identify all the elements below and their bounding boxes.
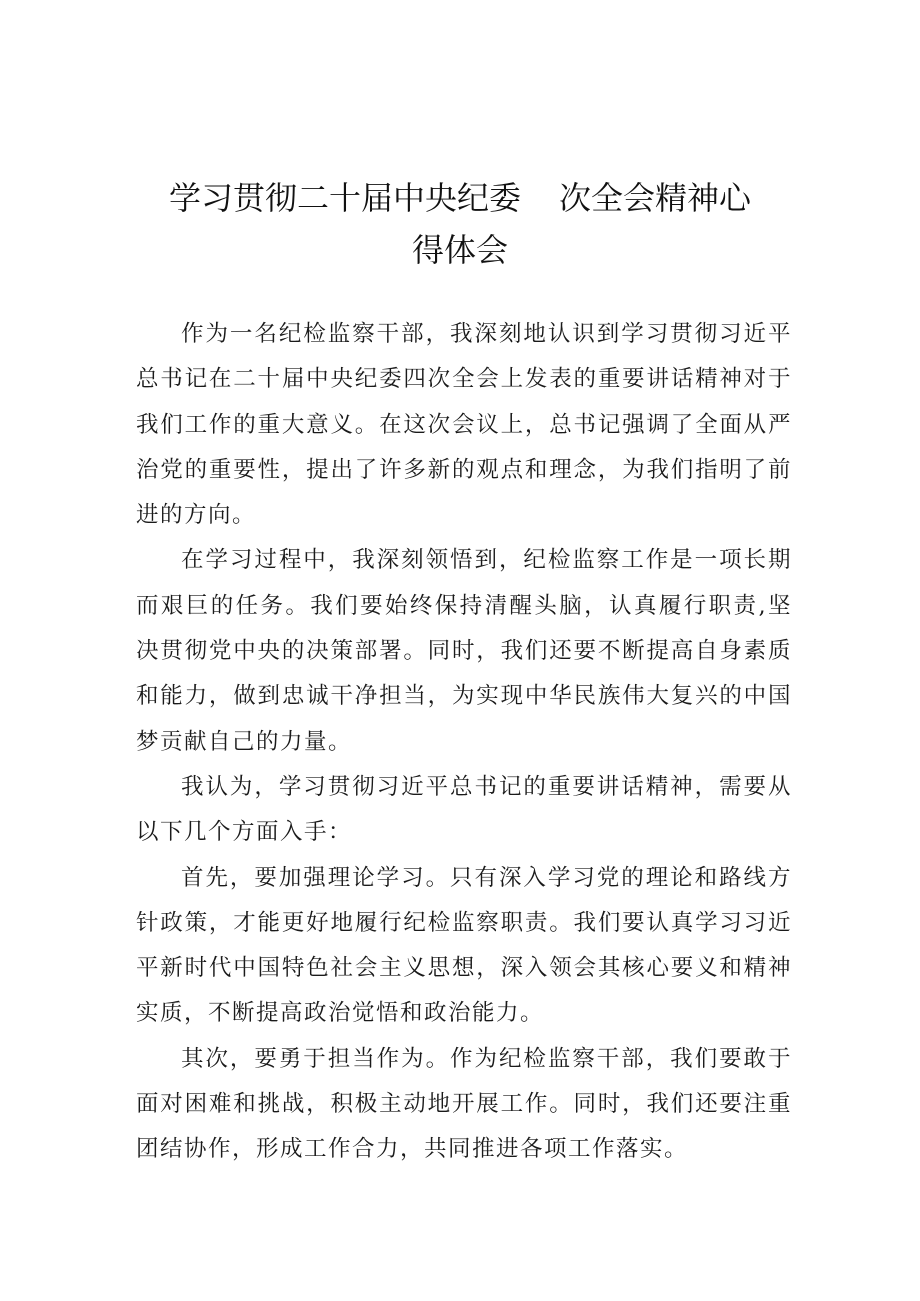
title-line-1-part-1: 学习贯彻二十届中央纪委 <box>168 179 521 217</box>
paragraph-3: 我认为，学习贯彻习近平总书记的重要讲话精神，需要从以下几个方面入手： <box>136 773 792 846</box>
title-line-2: 得体会 <box>411 231 508 269</box>
document-body <box>136 312 792 1173</box>
paragraph-4: 首先，要加强理论学习。只有深入学习党的理论和路线方针政策，才能更好地履行纪检监察职责。我们要认真学习习近平新时代中国特色社会主义思想，深入领会其核心要义和精神实质，不断提高政治觉悟和政治能力。 <box>136 864 792 1027</box>
paragraph-1: 作为一名纪检监察干部，我深刻地认识到学习贯彻习近平总书记在二十届中央纪委四次全会上发表的重要讲话精神对于我们工作的重大意义。在这次会议上，总书记强调了全面从严治党的重要性，提出了许多新的观点和理念，为我们指明了前进的方向。 <box>136 321 792 529</box>
document-title <box>100 172 820 276</box>
paragraph-5: 其次，要勇于担当作为。作为纪检监察干部，我们要敢于面对困难和挑战，积极主动地开展工作。同时，我们还要注重团结协作，形成工作合力，共同推进各项工作落实。 <box>136 1045 792 1163</box>
title-line-1 <box>100 172 820 224</box>
title-line-1-part-2: 次全会精神心 <box>559 179 752 217</box>
paragraph-2: 在学习过程中，我深刻领悟到，纪检监察工作是一项长期而艰巨的任务。我们要始终保持清醒头脑，认真履行职责,坚决贯彻党中央的决策部署。同时，我们还要不断提高自身素质和能力，做到忠诚干净担当，为实现中华民族伟大复兴的中国梦贡献自己的力量。 <box>136 547 792 755</box>
